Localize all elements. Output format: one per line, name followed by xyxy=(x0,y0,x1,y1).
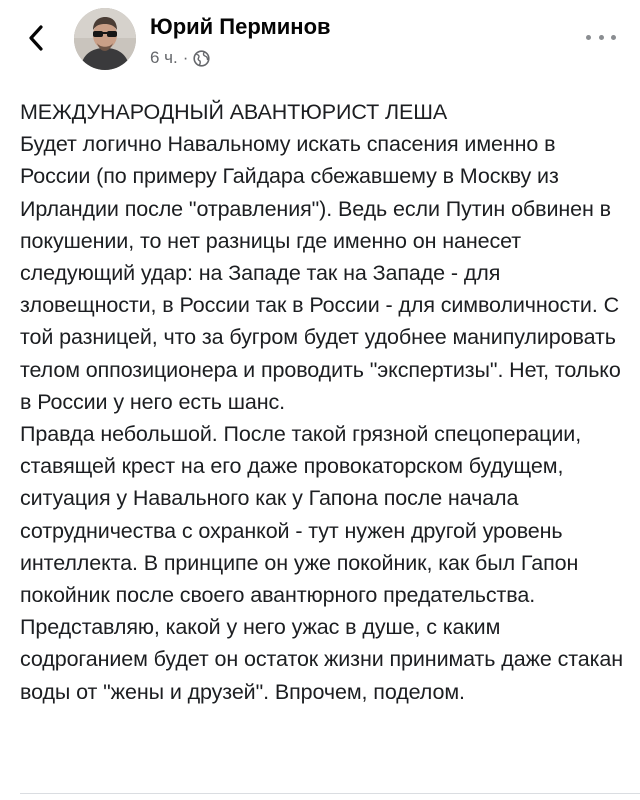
more-horizontal-icon[interactable] xyxy=(586,30,616,44)
avatar[interactable] xyxy=(74,8,136,70)
divider xyxy=(20,793,640,794)
post-paragraph: Правда небольшой. После такой грязной спецоперации, ставящей крест на его даже провокаторском будущем, ситуация у Навального как у Гапона после начала сотрудничества с охранкой - тут нужен другой уровень интеллекта. В принципе он уже покойник, как был Гапон покойник после своего авантюрного предательства. xyxy=(20,422,582,608)
post-paragraph: Представляю, какой у него ужас в душе, с каким содроганием будет он остаток жизни принимать даже стакан воды от "жены и друзей". Впрочем, поделом. xyxy=(20,615,624,704)
more-dot xyxy=(599,35,604,40)
meta-separator: · xyxy=(182,48,189,67)
post-meta xyxy=(150,48,210,68)
post-time[interactable]: 6 ч. xyxy=(150,48,178,67)
more-dot xyxy=(586,35,591,40)
more-dot xyxy=(611,35,616,40)
globe-icon xyxy=(193,50,210,67)
post-paragraph: МЕЖДУНАРОДНЫЙ АВАНТЮРИСТ ЛЕША Будет логично Навальному искать спасения именно в России (по примеру Гайдара сбежавшему в Москву из Ирландии после "отравления"). Ведь если Путин обвинен в покушении, то нет разницы где именно он нанесет следующий удар: на Западе так на Западе - для зловещности, в России так в России - для символичности. С той разницей, что за бугром будет удобнее манипулировать телом оппозиционера и проводить "экспертизы". Нет, только в России у него есть шанс. xyxy=(20,100,621,414)
post-header xyxy=(0,0,640,80)
chevron-left-icon[interactable] xyxy=(24,24,48,52)
author-name[interactable]: Юрий Перминов xyxy=(150,14,331,39)
post-text xyxy=(20,96,624,708)
